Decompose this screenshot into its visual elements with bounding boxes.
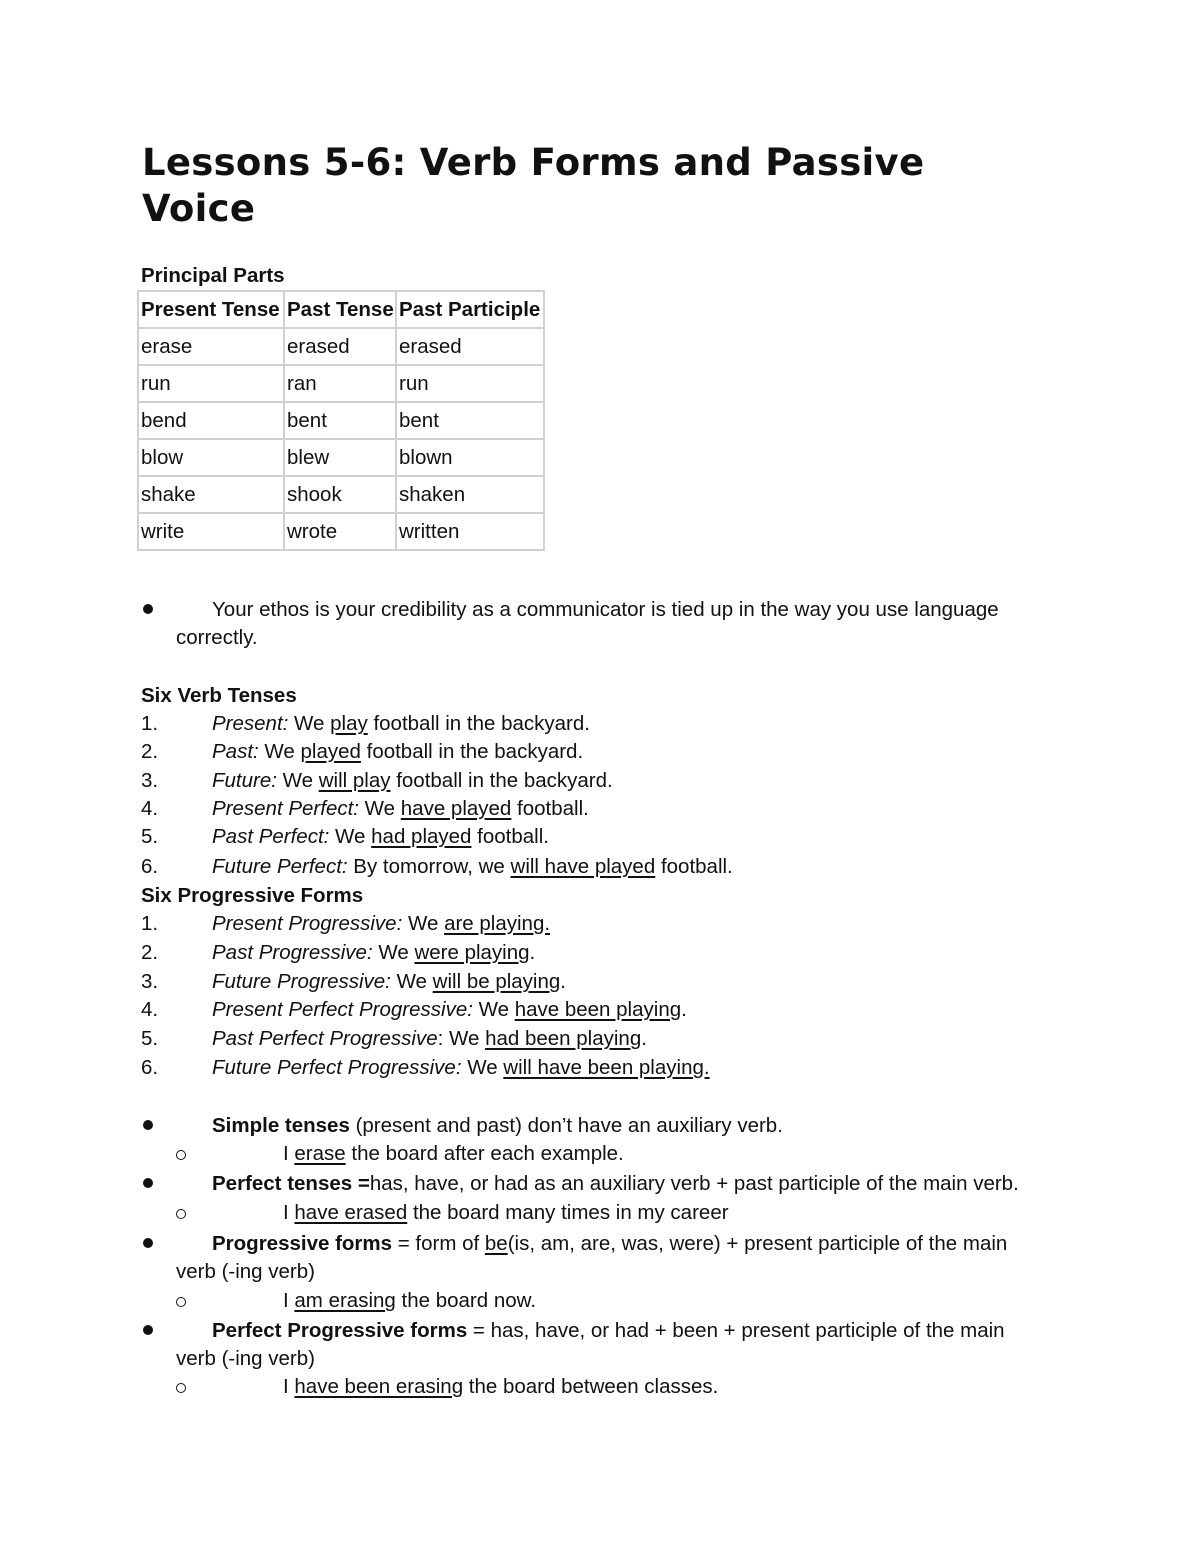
rule-term: Perfect Progressive forms xyxy=(212,1319,468,1342)
table-row xyxy=(138,328,544,365)
tenses-heading: Six Verb Tenses xyxy=(141,684,297,707)
tense-label: Future Progressive: xyxy=(212,970,391,993)
tense-label: Present Perfect Progressive: xyxy=(212,998,473,1021)
principal-parts-heading: Principal Parts xyxy=(141,264,285,287)
rule-simple xyxy=(212,1112,783,1140)
tense-label: Past Perfect: xyxy=(212,825,330,848)
list-number: 3. xyxy=(141,769,159,792)
sentence-text: football in the backyard. xyxy=(390,769,613,792)
list-item xyxy=(212,910,550,938)
table-cell: bend xyxy=(138,402,284,439)
bullet-icon xyxy=(143,1178,153,1188)
table-cell: bent xyxy=(396,402,544,439)
sentence-text: We xyxy=(288,712,331,735)
rule-text: (present and past) don’t have an auxiliary verb. xyxy=(349,1114,783,1137)
tense-label: Future Perfect: xyxy=(212,855,348,878)
sub-bullet-icon xyxy=(176,1150,186,1160)
table-header-row xyxy=(138,291,544,328)
verb-phrase: had played xyxy=(371,825,472,848)
list-item xyxy=(212,795,589,823)
sentence-text: football in the backyard. xyxy=(367,712,590,735)
list-item xyxy=(212,853,733,881)
table-cell: shake xyxy=(138,476,284,513)
sentence-text: football in the backyard. xyxy=(360,740,584,763)
tense-label: Present Perfect: xyxy=(212,797,359,820)
verb-phrase: play xyxy=(330,712,368,735)
tense-label: Past: xyxy=(212,740,259,763)
verb-phrase: erase xyxy=(294,1142,346,1165)
list-number: 2. xyxy=(141,941,159,964)
list-number: 1. xyxy=(141,912,159,935)
tense-label: Future: xyxy=(212,769,277,792)
verb-phrase: were playing xyxy=(414,941,530,964)
sentence-text: football. xyxy=(655,855,733,878)
example-text: the board between classes. xyxy=(463,1375,719,1398)
rule-text: = form of xyxy=(392,1232,485,1255)
table-row xyxy=(138,476,544,513)
principal-parts-table xyxy=(137,290,545,551)
sub-bullet-icon xyxy=(176,1209,186,1219)
sentence-text: We xyxy=(329,825,372,848)
table-cell: run xyxy=(396,365,544,402)
sentence-text: By tomorrow, we xyxy=(347,855,511,878)
tense-label: Past Perfect Progressive xyxy=(212,1027,438,1050)
ethos-note-line2: correctly. xyxy=(176,626,258,649)
sub-bullet-icon xyxy=(176,1297,186,1307)
list-number: 6. xyxy=(141,1056,159,1079)
sentence-text: We xyxy=(402,912,445,935)
bullet-icon xyxy=(143,1238,153,1248)
sentence-text: . xyxy=(529,941,536,964)
list-number: 4. xyxy=(141,797,159,820)
sentence-text: We xyxy=(461,1056,504,1079)
be-verb: be xyxy=(484,1232,508,1255)
table-cell: run xyxy=(138,365,284,402)
rule-example xyxy=(283,1373,718,1401)
list-item xyxy=(212,996,687,1024)
verb-phrase: have played xyxy=(400,797,512,820)
table-cell: blew xyxy=(284,439,396,476)
sentence-text: We xyxy=(390,970,433,993)
rule-example xyxy=(283,1199,729,1227)
rule-continuation: verb (-ing verb) xyxy=(176,1347,315,1370)
table-cell: write xyxy=(138,513,284,550)
bullet-icon xyxy=(143,1120,153,1130)
verb-phrase: have been erasing xyxy=(294,1375,464,1398)
verb-phrase: had been playing xyxy=(485,1027,642,1050)
sentence-text: We xyxy=(276,769,319,792)
verb-phrase: have been playing xyxy=(514,998,682,1021)
rule-progressive xyxy=(212,1230,1007,1258)
list-number: 3. xyxy=(141,970,159,993)
table-cell: shook xyxy=(284,476,396,513)
list-number: 5. xyxy=(141,1027,159,1050)
rule-term: Perfect tenses = xyxy=(212,1172,370,1195)
table-cell: wrote xyxy=(284,513,396,550)
verb-phrase: played xyxy=(300,740,361,763)
table-header-cell: Past Tense xyxy=(284,291,396,328)
table-row xyxy=(138,513,544,550)
table-header-cell: Past Participle xyxy=(396,291,544,328)
sentence-text: We xyxy=(472,998,515,1021)
example-text: I xyxy=(283,1289,295,1312)
rule-text: (is, am, are, was, were) + present participle of the main xyxy=(507,1232,1008,1255)
table-row xyxy=(138,402,544,439)
sentence-text: We xyxy=(372,941,415,964)
rule-text: = has, have, or had + been + present participle of the main xyxy=(467,1319,1005,1342)
sentence-text: football. xyxy=(511,797,589,820)
rule-continuation: verb (-ing verb) xyxy=(176,1260,315,1283)
rule-term: Simple tenses xyxy=(212,1114,350,1137)
list-number: 2. xyxy=(141,740,159,763)
table-header-cell: Present Tense xyxy=(138,291,284,328)
list-number: 6. xyxy=(141,855,159,878)
table-row xyxy=(138,439,544,476)
table-cell: blown xyxy=(396,439,544,476)
list-item xyxy=(212,823,549,851)
tense-label: Present: xyxy=(212,712,289,735)
list-item xyxy=(212,1025,647,1053)
list-number: 4. xyxy=(141,998,159,1021)
table-cell: blow xyxy=(138,439,284,476)
rule-example xyxy=(283,1140,624,1168)
tense-label: Present Progressive: xyxy=(212,912,403,935)
page-title: Lessons 5-6: Verb Forms and Passive Voice xyxy=(142,141,925,230)
list-item xyxy=(212,738,583,766)
verb-phrase: are playing. xyxy=(444,912,551,935)
list-item xyxy=(212,968,566,996)
sentence-text: football. xyxy=(471,825,549,848)
sentence-text: . xyxy=(681,998,687,1021)
verb-phrase: will be playing xyxy=(432,970,561,993)
verb-phrase: will play xyxy=(318,769,391,792)
ethos-note-line1: Your ethos is your credibility as a communicator is tied up in the way you use language xyxy=(212,598,999,621)
table-cell: shaken xyxy=(396,476,544,513)
table-cell: ran xyxy=(284,365,396,402)
rule-perfect xyxy=(212,1170,1019,1198)
sentence-text: We xyxy=(258,740,301,763)
tense-label: Future Perfect Progressive: xyxy=(212,1056,462,1079)
list-number: 1. xyxy=(141,712,159,735)
example-text: I xyxy=(283,1201,295,1224)
table-cell: erased xyxy=(284,328,396,365)
example-text: the board now. xyxy=(395,1289,537,1312)
list-item xyxy=(212,767,613,795)
example-text: I xyxy=(283,1375,295,1398)
example-text: the board after each example. xyxy=(345,1142,624,1165)
table-cell: erase xyxy=(138,328,284,365)
sentence-text: We xyxy=(358,797,401,820)
rule-text: has, have, or had as an auxiliary verb + past participle of the main verb. xyxy=(369,1172,1019,1195)
verb-phrase: have erased xyxy=(294,1201,408,1224)
table-cell: written xyxy=(396,513,544,550)
list-item xyxy=(212,1054,710,1082)
rule-term: Progressive forms xyxy=(212,1232,393,1255)
list-number: 5. xyxy=(141,825,159,848)
rule-example xyxy=(283,1287,536,1315)
table-row xyxy=(138,365,544,402)
example-text: I xyxy=(283,1142,295,1165)
verb-phrase: am erasing xyxy=(294,1289,396,1312)
bullet-icon xyxy=(143,1325,153,1335)
table-cell: bent xyxy=(284,402,396,439)
sentence-text: . xyxy=(641,1027,647,1050)
table-cell: erased xyxy=(396,328,544,365)
verb-phrase: will have been playing. xyxy=(503,1056,710,1079)
list-item xyxy=(212,710,590,738)
tense-label: Past Progressive: xyxy=(212,941,373,964)
bullet-icon xyxy=(143,604,153,614)
example-text: the board many times in my career xyxy=(407,1201,729,1224)
list-item xyxy=(212,939,535,967)
rule-perfect-progressive xyxy=(212,1317,1005,1345)
sub-bullet-icon xyxy=(176,1383,186,1393)
sentence-text: . xyxy=(560,970,566,993)
verb-phrase: will have played xyxy=(510,855,656,878)
progressive-heading: Six Progressive Forms xyxy=(141,884,364,907)
sentence-text: : We xyxy=(437,1027,486,1050)
